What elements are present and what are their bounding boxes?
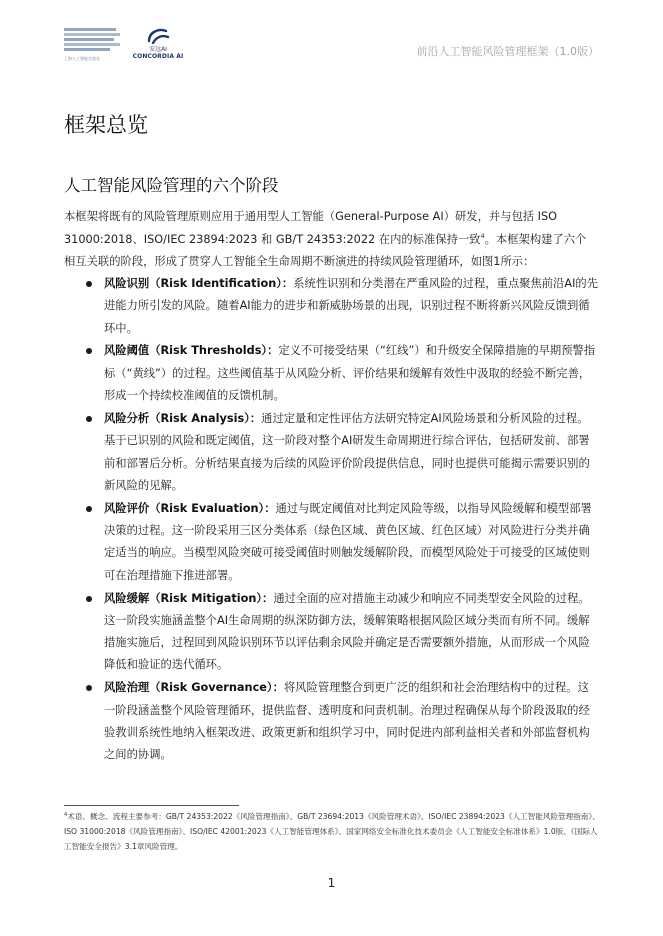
logo2-en: CONCORDIA AI: [132, 53, 184, 60]
phase-term: 风险阈值（Risk Thresholds）：: [104, 344, 279, 358]
intro-text-after: 。本框架构建了六个相互关联的阶段，形成了贯穿人工智能全生命周期不断演进的持续风险管理循环，如图1所示：: [64, 232, 587, 268]
phase-item: [64, 498, 599, 587]
phase-description: 系统性识别和分类潜在严重风险的过程，重点聚焦前沿AI的先进能力所引发的风险。随着AI能力的进步和新威胁场景的出现，识别过程不断将新兴风险反馈到循环中。: [104, 277, 598, 335]
document-header-title: 前沿人工智能风险管理框架（1.0版）: [416, 45, 599, 58]
phase-term: 风险缓解（Risk Mitigation）：: [104, 591, 274, 605]
footnote-divider: [64, 805, 239, 806]
footnote-number: 4: [64, 812, 68, 818]
phase-term: 风险分析（Risk Analysis）：: [104, 411, 262, 425]
phase-term: 风险评价（Risk Evaluation）：: [104, 501, 276, 515]
page-number: 1: [327, 876, 336, 890]
bullet-icon: [86, 348, 92, 354]
bullet-icon: [86, 281, 92, 287]
bullet-icon: [86, 685, 92, 691]
subsection-title: 人工智能风险管理的六个阶段: [64, 176, 279, 195]
phase-item: [64, 677, 599, 766]
phase-item: [64, 273, 599, 340]
phase-description: 将风险管理整合到更广泛的组织和社会治理结构中的过程。这一阶段涵盖整个风险管理循环，提供监督、透明度和问责机制。治理过程确保从每个阶段汲取的经验教训系统性地纳入框架改进、政策更新和组织学习中，同时促进内部利益相关者和外部监督机构之间的协调。: [104, 681, 590, 762]
phase-term: 风险识别（Risk Identification）：: [104, 277, 294, 290]
section-title: 框架总览: [64, 113, 148, 137]
phase-description: 通过与既定阈值对比判定风险等级，以指导风险缓解和模型部署决策的过程。这一阶段采用三区分类体系（绿色区域、黄色区域、红色区域）对风险进行分类并确定适当的响应。当模型风险突破可接受阈值时则触发缓解阶段，而模型风险处于可接受的区域使则可在治理措施下推进部署。: [104, 501, 592, 582]
phase-item: [64, 588, 599, 677]
phase-description: 定义不可接受结果（“红线”）和升级安全保障措施的早期预警指标（“黄线”）的过程。这些阈值基于从风险分析、评价结果和缓解有效性中汲取的经验不断完善，形成一个持续校准阈值的反馈机制。: [104, 344, 596, 403]
intro-paragraph: [64, 206, 597, 274]
concordia-mark-icon: [146, 26, 170, 45]
concordia-ai-logo: [130, 26, 186, 66]
phase-list: [64, 273, 599, 767]
phase-item: [64, 408, 599, 497]
bullet-icon: [86, 596, 92, 602]
footnote: [64, 810, 604, 854]
footnote-reference[interactable]: 4: [480, 231, 485, 240]
phase-description: 通过全面的应对措施主动减少和响应不同类型安全风险的过程。这一阶段实施涵盖整个AI生命周期的纵深防御方法，缓解策略根据风险区域分类而有所不同。缓解措施实施后，过程回到风险识别环节以评估剩余风险并确定是否需要额外措施，从而形成一个风险降低和验证的迭代循环。: [104, 591, 590, 672]
logo1-caption: 上海人工智能实验室: [64, 56, 100, 61]
phase-description: 通过定量和定性评估方法研究特定AI风险场景和分析风险的过程。基于已识别的风险和既定阈值，这一阶段对整个AI研发生命周期进行综合评估，包括研发前、部署前和部署后分析。分析结果直接为后续的风险评价阶段提供信息，同时也提供可能揭示需要识别的新风险的见解。: [104, 411, 590, 492]
footnote-text: 术语、概念、流程主要参考：GB/T 24353:2022《风险管理指南》、GB/T 23694:2013《风险管理术语》、ISO/IEC 23894:2023《人工智能风险管理指南》、ISO 31000:2018《风险管理指南》、ISO/IEC 42001:2023《人工智能管理体系》、国家网络安全标准化技术委员会《人工智能安全标准体系》1.0版、《国际人工智能安全报告》3.1章风险管理。: [64, 812, 600, 851]
page-header: [64, 26, 599, 66]
phase-item: [64, 340, 599, 407]
phase-term: 风险治理（Risk Governance）：: [104, 681, 284, 695]
bullet-icon: [86, 416, 92, 422]
intro-text-before: 本框架将既有的风险管理原则应用于通用型人工智能（General-Purpose AI）研发，并与包括 ISO 31000:2018、ISO/IEC 23894:2023 和 GB/T 24353:2022 在内的标准保持一致: [64, 210, 558, 246]
shanghai-ai-lab-logo: [64, 28, 122, 64]
bullet-icon: [86, 506, 92, 512]
logo2-cn: 安远AI: [149, 46, 167, 53]
